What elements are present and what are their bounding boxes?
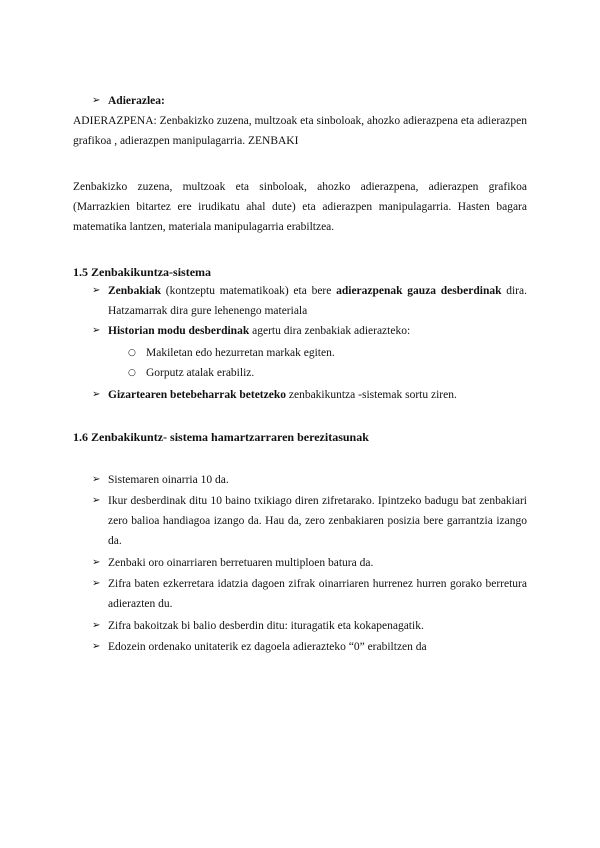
adierazpena-paragraph: ADIERAZPENA: Zenbakizko zuzena, multzoak eta sinboloak, ahozko adierazpena eta adierazpen grafikoa , adierazpen manipulagarria. ZENBAKI bbox=[73, 115, 527, 147]
historian-bold: Historian modu desberdinak bbox=[108, 325, 250, 337]
section-1-6-item bbox=[92, 553, 527, 573]
adierazlea-label: Adierazlea: bbox=[108, 95, 165, 107]
adierazpenak-bold: adierazpenak gauza desberdinak bbox=[336, 285, 502, 297]
item-text: Zifra baten ezkerretara idatzia dagoen zifrak oinarriaren hurrenez hurren gorako berretura adierazten du. bbox=[108, 578, 527, 610]
arrow-bullet-icon: ➢ bbox=[92, 620, 101, 631]
gizartearen-bold: Gizartearen betebeharrak betetzeko bbox=[108, 389, 286, 401]
zenbakiak-bold: Zenbakiak bbox=[108, 285, 162, 297]
arrow-bullet-icon: ➢ bbox=[92, 578, 101, 589]
item-text: Sistemaren oinarria 10 da. bbox=[108, 474, 229, 486]
section-1-6-item bbox=[92, 491, 527, 551]
circle-bullet-icon: ○ bbox=[128, 348, 136, 358]
arrow-bullet-icon: ➢ bbox=[92, 557, 101, 568]
subitem-text: Gorputz atalak erabiliz. bbox=[146, 367, 255, 379]
section-1-6-heading: 1.6 Zenbakikuntz- sistema hamartzarraren berezitasunak bbox=[73, 430, 369, 444]
section-1-5-heading: 1.5 Zenbakikuntza-sistema bbox=[73, 265, 212, 279]
gizartearen-text: zenbakikuntza -sistemak sortu ziren. bbox=[285, 389, 457, 401]
item-text: Edozein ordenako unitaterik ez dagoela adierazteko “0” erabiltzen da bbox=[108, 641, 427, 653]
arrow-bullet-icon: ➢ bbox=[92, 641, 101, 652]
section-1-6-item bbox=[92, 470, 527, 490]
section-1-6-item bbox=[92, 574, 527, 614]
section-1-6-item bbox=[92, 637, 527, 657]
arrow-bullet-icon: ➢ bbox=[92, 389, 101, 400]
arrow-bullet-icon: ➢ bbox=[92, 325, 101, 336]
zenbakiak-text-2: dira. Hatzamarrak dira gure lehenengo materiala bbox=[108, 285, 527, 317]
arrow-bullet-icon: ➢ bbox=[92, 495, 101, 506]
historian-text: agertu dira zenbakiak adierazteko: bbox=[249, 325, 411, 337]
arrow-bullet-icon: ➢ bbox=[92, 95, 101, 106]
section-1-5-item-historian bbox=[92, 321, 527, 341]
zenbakizko-paragraph: Zenbakizko zuzena, multzoak eta sinboloak, ahozko adierazpena, adierazpen grafikoa (Marrazkien bitartez ere irudikatu ahal dute) eta adierazpen manipulagarria. Hasten bagara matematika lantzen, materiala manipulagarria erabiltzea. bbox=[73, 181, 527, 233]
section-1-5-item-gizartearen bbox=[92, 385, 527, 405]
subitem-text: Makiletan edo hezurretan markak egiten. bbox=[146, 347, 335, 359]
item-text: Zenbaki oro oinarriaren berretuaren multiploen batura da. bbox=[108, 557, 374, 569]
circle-bullet-icon: ○ bbox=[128, 368, 136, 378]
zenbakiak-text-1: (kontzeptu matematikoak) eta bere bbox=[161, 285, 337, 297]
adierazlea-bullet-row bbox=[92, 91, 527, 111]
section-1-5-subitem bbox=[128, 363, 527, 383]
arrow-bullet-icon: ➢ bbox=[92, 285, 101, 296]
zenbakiak-text bbox=[108, 281, 527, 321]
section-1-6-item bbox=[92, 616, 527, 636]
item-text: Ikur desberdinak ditu 10 baino txikiago diren zifretarako. Ipintzeko badugu bat zenbakiari zero balioa handiagoa izango da. Hau da, zero zenbakiaren posizia bere garrantzia izango da. bbox=[108, 495, 527, 547]
arrow-bullet-icon: ➢ bbox=[92, 474, 101, 485]
section-1-5-item-zenbakiak bbox=[92, 281, 527, 321]
section-1-5-subitem bbox=[128, 343, 527, 363]
item-text: Zifra bakoitzak bi balio desberdin ditu: ituragatik eta kokapenagatik. bbox=[108, 620, 424, 632]
